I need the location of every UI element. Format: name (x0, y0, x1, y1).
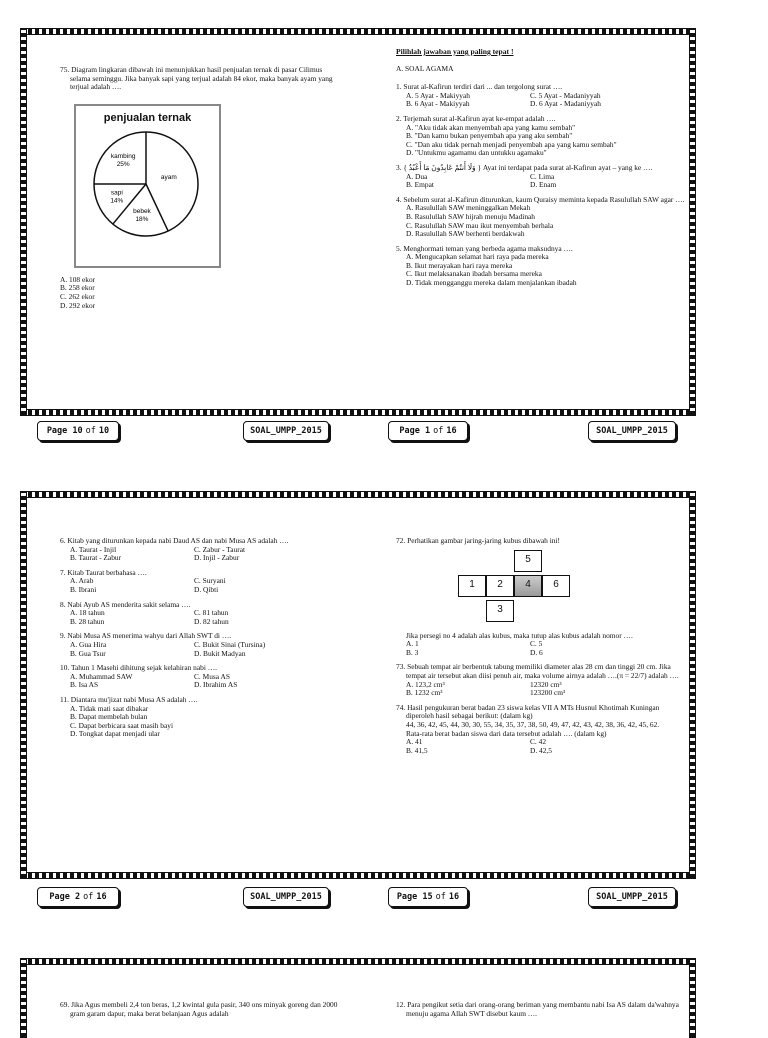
question-stem: 1. Surat al-Kafirun terdiri dari ... dan tergolong surat …. (396, 82, 563, 92)
question-stem: 12. Para pengikut setia dari orang-orang beriman yang membantu nabi Isa AS dalam da'wahnya menuju agama Allah SWT disebut kaum …. (396, 1000, 679, 1018)
option[interactable]: B. Dapat membelah bulan (70, 712, 148, 722)
options (396, 640, 686, 657)
question-stem: 74. Hasil pengukuran berat badan 23 siswa kelas VII A MTs Husnul Khotimah Kuningan diperoleh hasil sebagai berikut: (dalam kg) (396, 702, 660, 721)
options (396, 173, 686, 190)
section-title: A. SOAL AGAMA (396, 63, 454, 73)
option[interactable]: A. "Aku tidak akan menyembah apa yang kamu sembah" (406, 122, 576, 132)
question-stem: 11. Diantara mu'jizat nabi Musa AS adalah …. (60, 694, 198, 704)
option[interactable]: D. 42,5 (530, 745, 552, 755)
exam-code: SOAL_UMPP_2015 (588, 421, 676, 441)
question-stem: 7. Kitab Taurat berbahasa …. (60, 567, 147, 577)
question-text: Jika persegi no 4 adalah alas kubus, maka tutup alas kubus adalah nomor …. (406, 630, 633, 640)
right-column (396, 1001, 686, 1018)
page-indicator: Page 15 of 16 (388, 887, 468, 907)
question (396, 196, 686, 239)
option[interactable]: B. "Dan kamu bukan penyembah apa yang aku sembah" (406, 131, 573, 141)
right-column (396, 48, 686, 294)
left-column (60, 537, 350, 745)
options (396, 738, 686, 755)
decorative-border (689, 491, 696, 879)
decorative-border (20, 409, 696, 416)
question (396, 245, 686, 288)
options (396, 681, 686, 698)
option[interactable]: B. Empat (406, 180, 434, 190)
option[interactable]: C. Bukit Sinai (Tursina) (194, 639, 266, 649)
option[interactable]: B. 258 ekor (60, 283, 95, 293)
option[interactable]: C. Dapat berbicara saat masih bayi (70, 720, 174, 730)
slice-label: ayam (160, 174, 177, 182)
question (396, 83, 686, 109)
slice-value-label: 14% (110, 198, 124, 206)
decorative-border (689, 958, 696, 1038)
question-72 (396, 537, 686, 657)
option[interactable]: A. Arab (70, 576, 94, 586)
net-cell: 5 (514, 550, 542, 572)
option[interactable]: D. Qibti (194, 584, 219, 594)
option[interactable]: D. Ibrahim AS (194, 680, 238, 690)
question-text: Rata-rata berat badan siswa dari data tersebut adalah …. (dalam kg) (406, 728, 607, 738)
option[interactable]: C. 42 (530, 737, 547, 747)
options (60, 641, 350, 658)
option[interactable]: D. Rasulullah SAW berhenti berdakwah (406, 229, 525, 239)
option[interactable]: B. 3 (406, 647, 419, 657)
option[interactable]: C. "Dan aku tidak pernah menjadi penyembah apa yang kamu sembah" (406, 139, 617, 149)
option[interactable]: D. Enam (530, 180, 557, 190)
option[interactable]: B. Rasulullah SAW hijrah menuju Madinah (406, 211, 536, 221)
option[interactable]: B. Isa AS (70, 680, 99, 690)
option[interactable]: A. 1 (406, 639, 419, 649)
option[interactable]: D. Bukit Madyan (194, 648, 246, 658)
question-stem: 5. Menghormati teman yang berbeda agama maksudnya …. (396, 243, 573, 253)
option[interactable]: A. Dua (406, 171, 428, 181)
question (60, 601, 350, 627)
question-stem: 2. Terjemah surat al-Kafirun ayat ke-empat adalah …. (396, 113, 556, 123)
option[interactable]: A. 108 ekor (60, 274, 96, 284)
option[interactable]: A. 5 Ayat - Makiyyah (406, 90, 470, 100)
option[interactable]: C. 5 Ayat - Madaniyyah (530, 90, 601, 100)
question-stem: 75. Diagram lingkaran dibawah ini menunjukkan hasil penjualan ternak di pasar Cilimus selama seminggu. Jika banyak sapi yang terjual adalah 84 ekor, maka banyak ayam yang terjual adalah …. (60, 65, 333, 92)
decorative-border (20, 491, 696, 498)
left-column (60, 1001, 350, 1018)
option[interactable]: D. Injil - Zabur (194, 553, 240, 563)
slice-label: kambing (110, 153, 136, 161)
exam-code: SOAL_UMPP_2015 (588, 887, 676, 907)
data-list: 44, 36, 42, 45, 44, 30, 30, 55, 34, 35, 37, 38, 50, 49, 47, 42, 43, 42, 38, 36, 42, 45, 62. (406, 719, 660, 729)
page-indicator: Page 2 of 16 (37, 887, 119, 907)
options (60, 609, 350, 626)
right-column (396, 537, 686, 761)
option[interactable]: D. 292 ekor (60, 300, 96, 310)
pie-chart (74, 104, 221, 268)
option[interactable]: C. Musa AS (194, 671, 230, 681)
exam-code: SOAL_UMPP_2015 (243, 887, 329, 907)
option[interactable]: A. Gua Hira (70, 639, 107, 649)
option[interactable]: B. Ikut merayakan hari raya mereka (406, 260, 513, 270)
option[interactable]: A. 41 (406, 737, 423, 747)
options (60, 577, 350, 594)
question-stem: 73. Sebuah tempat air berbentuk tabung memiliki diameter alas 28 cm dan tinggi 20 cm. Jika tempat air tersebut akan diisi penuh air, maka volume airnya adalah ….(π = 22/7) adalah …. (396, 662, 679, 680)
option[interactable]: B. Taurat - Zabur (70, 553, 122, 563)
option[interactable]: B. 1232 cm³ (406, 688, 443, 698)
option[interactable]: A. Rasulullah SAW meninggalkan Mekah (406, 203, 531, 213)
option[interactable]: B. Gua Tsur (70, 648, 106, 658)
question-stem: 3. { وَلَا أَنتُمْ عَابِدُونَ مَا أَعْبُدُ } Ayat ini terdapat pada surat al-Kafirun ayat – yang ke …. (396, 162, 653, 172)
instruction: Pilihlah jawaban yang paling tepat ! (396, 47, 514, 56)
option[interactable]: D. Tidak mengganggu mereka dalam menjalankan ibadah (406, 278, 577, 288)
option[interactable]: D. 6 (530, 647, 543, 657)
cube-net (396, 550, 686, 632)
net-cell: 3 (486, 600, 514, 622)
chart-title: penjualan ternak (103, 111, 192, 124)
option[interactable]: 12320 cm³ (530, 679, 562, 689)
exam-sheet-2 (20, 491, 696, 879)
decorative-border (20, 872, 696, 879)
decorative-border (20, 958, 27, 1038)
option[interactable]: A. Muhammad SAW (70, 671, 133, 681)
option[interactable]: D. 6 Ayat - Madaniyyah (530, 99, 601, 109)
question-stem: 9. Nabi Musa AS menerima wahyu dari Allah SWT di …. (60, 631, 232, 641)
slice-label: bebek (133, 208, 151, 216)
exam-sheet-1 (20, 28, 696, 416)
options (60, 546, 350, 563)
page-indicator: Page 10 of 10 (37, 421, 119, 441)
options (396, 92, 686, 109)
option[interactable]: C. Lima (530, 171, 555, 181)
net-cell: 2 (486, 575, 514, 597)
question (60, 664, 350, 690)
option[interactable]: C. Suryani (194, 576, 226, 586)
question (396, 115, 686, 158)
net-cell: 6 (542, 575, 570, 597)
slice-value-label: 18% (135, 216, 149, 224)
net-cell-shaded: 4 (514, 575, 542, 597)
decorative-border (689, 28, 696, 416)
question (60, 632, 350, 658)
question-stem: 69. Jika Agus membeli 2,4 ton beras, 1,2 kwintal gula pasir, 340 ons minyak goreng dan 2000 gram garam dapur, maka berat belanjaan Agus adalah (60, 1000, 338, 1018)
options (60, 673, 350, 690)
decorative-border (20, 491, 27, 879)
question (60, 696, 350, 739)
option[interactable]: D. 82 tahun (194, 616, 229, 626)
question-75 (60, 66, 342, 310)
question-74 (396, 704, 686, 756)
option[interactable]: C. 5 (530, 639, 543, 649)
option[interactable]: A. Tidak mati saat dibakar (70, 703, 149, 713)
question (60, 537, 350, 563)
option[interactable]: D. "Untukmu agamamu dan untukku agamaku" (406, 148, 547, 158)
option[interactable]: A. Taurat - Injil (70, 544, 117, 554)
option[interactable]: C. 81 tahun (194, 608, 229, 618)
decorative-border (20, 28, 27, 416)
exam-code: SOAL_UMPP_2015 (243, 421, 329, 441)
option[interactable]: B. 6 Ayat - Makiyyah (406, 99, 470, 109)
question-stem: 4. Sebelum surat al-Kafirun diturunkan, kaum Quraisy meminta kepada Rasulullah SAW agar …. (396, 194, 685, 204)
question-stem: 6. Kitab yang diturunkan kepada nabi Daud AS dan nabi Musa AS adalah …. (60, 536, 289, 545)
option[interactable]: A. 123,2 cm³ (406, 679, 445, 689)
question (396, 164, 686, 190)
decorative-border (20, 28, 696, 35)
net-cell: 1 (458, 575, 486, 597)
pie-svg (76, 122, 219, 252)
option[interactable]: D. Tongkat dapat menjadi ular (70, 729, 160, 739)
option[interactable]: C. Rasulullah SAW mau ikut menyembah berhala (406, 220, 554, 230)
question-stem: 8. Nabi Ayub AS menderita sakit selama …. (60, 599, 191, 609)
option[interactable]: 123200 cm³ (530, 688, 566, 698)
exam-sheet-3 (20, 958, 696, 1038)
slice-label: sapi (110, 190, 123, 198)
option[interactable]: A. 18 tahun (70, 608, 105, 618)
option[interactable]: B. Ibrani (70, 584, 97, 594)
option[interactable]: C. Zabur - Taurat (194, 544, 246, 554)
page-indicator: Page 1 of 16 (388, 421, 468, 441)
option[interactable]: A. Mengucapkan selamat hari raya pada mereka (406, 252, 549, 262)
option[interactable]: B. 28 tahun (70, 616, 105, 626)
question-73 (396, 663, 686, 697)
option[interactable]: C. Ikut melaksanakan ibadah bersama mereka (406, 269, 542, 279)
option[interactable]: C. 262 ekor (60, 291, 95, 301)
option[interactable]: B. 41,5 (406, 745, 428, 755)
decorative-border (20, 958, 696, 965)
slice-value-label: 25% (116, 161, 130, 169)
question-stem: 72. Perhatikan gambar jaring-jaring kubus dibawah ini! (396, 536, 560, 545)
question-stem: 10. Tahun 1 Masehi dihitung sejak kelahiran nabi …. (60, 663, 217, 673)
left-column (60, 66, 342, 316)
question (60, 569, 350, 595)
